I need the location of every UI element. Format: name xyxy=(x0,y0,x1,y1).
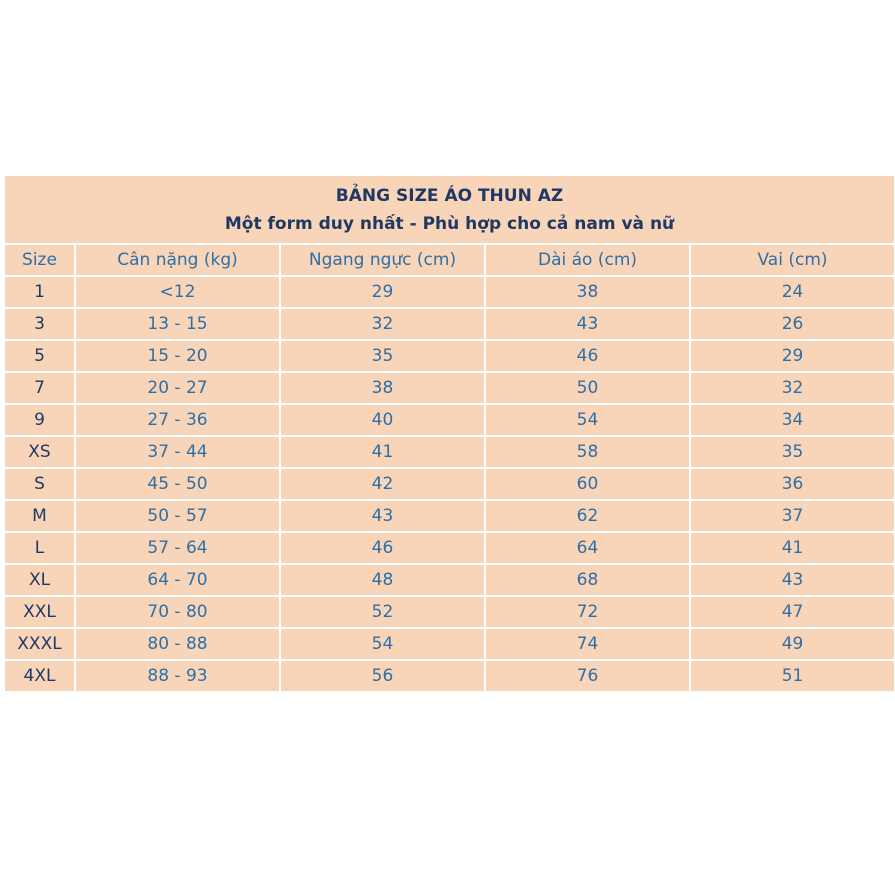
shoulder-cell: 24 xyxy=(690,276,895,308)
size-cell: 1 xyxy=(4,276,75,308)
shoulder-cell: 32 xyxy=(690,372,895,404)
table-subtitle: Một form duy nhất - Phù hợp cho cả nam và nữ xyxy=(224,213,675,234)
chest-cell: 32 xyxy=(280,308,485,340)
table-title: BẢNG SIZE ÁO THUN AZ xyxy=(335,185,564,206)
table-row xyxy=(4,596,895,628)
length-cell: 46 xyxy=(485,340,690,372)
table-row xyxy=(4,404,895,436)
table-row xyxy=(4,468,895,500)
shoulder-cell: 34 xyxy=(690,404,895,436)
chest-cell: 56 xyxy=(280,660,485,692)
shoulder-cell: 43 xyxy=(690,564,895,596)
length-cell: 76 xyxy=(485,660,690,692)
chest-cell: 46 xyxy=(280,532,485,564)
table-row xyxy=(4,660,895,692)
table-row xyxy=(4,372,895,404)
length-cell: 64 xyxy=(485,532,690,564)
weight-cell: 80 - 88 xyxy=(75,628,280,660)
chest-cell: 40 xyxy=(280,404,485,436)
shoulder-cell: 37 xyxy=(690,500,895,532)
size-cell: S xyxy=(4,468,75,500)
shoulder-cell: 35 xyxy=(690,436,895,468)
weight-cell: 50 - 57 xyxy=(75,500,280,532)
column-header-length: Dài áo (cm) xyxy=(485,244,690,276)
shoulder-cell: 36 xyxy=(690,468,895,500)
length-cell: 60 xyxy=(485,468,690,500)
size-cell: XS xyxy=(4,436,75,468)
length-cell: 43 xyxy=(485,308,690,340)
chest-cell: 35 xyxy=(280,340,485,372)
length-cell: 38 xyxy=(485,276,690,308)
column-header-size: Size xyxy=(4,244,75,276)
length-cell: 72 xyxy=(485,596,690,628)
table-row xyxy=(4,532,895,564)
weight-cell: 37 - 44 xyxy=(75,436,280,468)
size-cell: 3 xyxy=(4,308,75,340)
size-cell: XXXL xyxy=(4,628,75,660)
size-cell: 7 xyxy=(4,372,75,404)
chest-cell: 42 xyxy=(280,468,485,500)
size-cell: 9 xyxy=(4,404,75,436)
length-cell: 58 xyxy=(485,436,690,468)
weight-cell: 64 - 70 xyxy=(75,564,280,596)
chest-cell: 41 xyxy=(280,436,485,468)
shoulder-cell: 49 xyxy=(690,628,895,660)
column-header-weight: Cân nặng (kg) xyxy=(75,244,280,276)
weight-cell: 88 - 93 xyxy=(75,660,280,692)
weight-cell: 13 - 15 xyxy=(75,308,280,340)
title-row xyxy=(4,175,895,244)
shoulder-cell: 29 xyxy=(690,340,895,372)
table-body xyxy=(4,276,895,692)
table-row xyxy=(4,500,895,532)
table-row xyxy=(4,340,895,372)
table-row xyxy=(4,436,895,468)
table-row xyxy=(4,276,895,308)
chest-cell: 48 xyxy=(280,564,485,596)
size-cell: 4XL xyxy=(4,660,75,692)
weight-cell: 20 - 27 xyxy=(75,372,280,404)
table-row xyxy=(4,628,895,660)
weight-cell: 57 - 64 xyxy=(75,532,280,564)
weight-cell: 70 - 80 xyxy=(75,596,280,628)
weight-cell: <12 xyxy=(75,276,280,308)
table-row xyxy=(4,308,895,340)
size-cell: XL xyxy=(4,564,75,596)
shoulder-cell: 47 xyxy=(690,596,895,628)
shoulder-cell: 26 xyxy=(690,308,895,340)
length-cell: 68 xyxy=(485,564,690,596)
chest-cell: 29 xyxy=(280,276,485,308)
size-cell: M xyxy=(4,500,75,532)
table-row xyxy=(4,564,895,596)
chest-cell: 52 xyxy=(280,596,485,628)
length-cell: 50 xyxy=(485,372,690,404)
column-header-chest: Ngang ngực (cm) xyxy=(280,244,485,276)
length-cell: 74 xyxy=(485,628,690,660)
table-title-cell xyxy=(4,175,895,244)
size-cell: 5 xyxy=(4,340,75,372)
length-cell: 62 xyxy=(485,500,690,532)
shoulder-cell: 51 xyxy=(690,660,895,692)
chest-cell: 38 xyxy=(280,372,485,404)
size-chart-table xyxy=(3,174,895,693)
chest-cell: 54 xyxy=(280,628,485,660)
chest-cell: 43 xyxy=(280,500,485,532)
column-header-shoulder: Vai (cm) xyxy=(690,244,895,276)
header-row xyxy=(4,244,895,276)
shoulder-cell: 41 xyxy=(690,532,895,564)
weight-cell: 27 - 36 xyxy=(75,404,280,436)
weight-cell: 45 - 50 xyxy=(75,468,280,500)
weight-cell: 15 - 20 xyxy=(75,340,280,372)
size-cell: L xyxy=(4,532,75,564)
length-cell: 54 xyxy=(485,404,690,436)
size-cell: XXL xyxy=(4,596,75,628)
